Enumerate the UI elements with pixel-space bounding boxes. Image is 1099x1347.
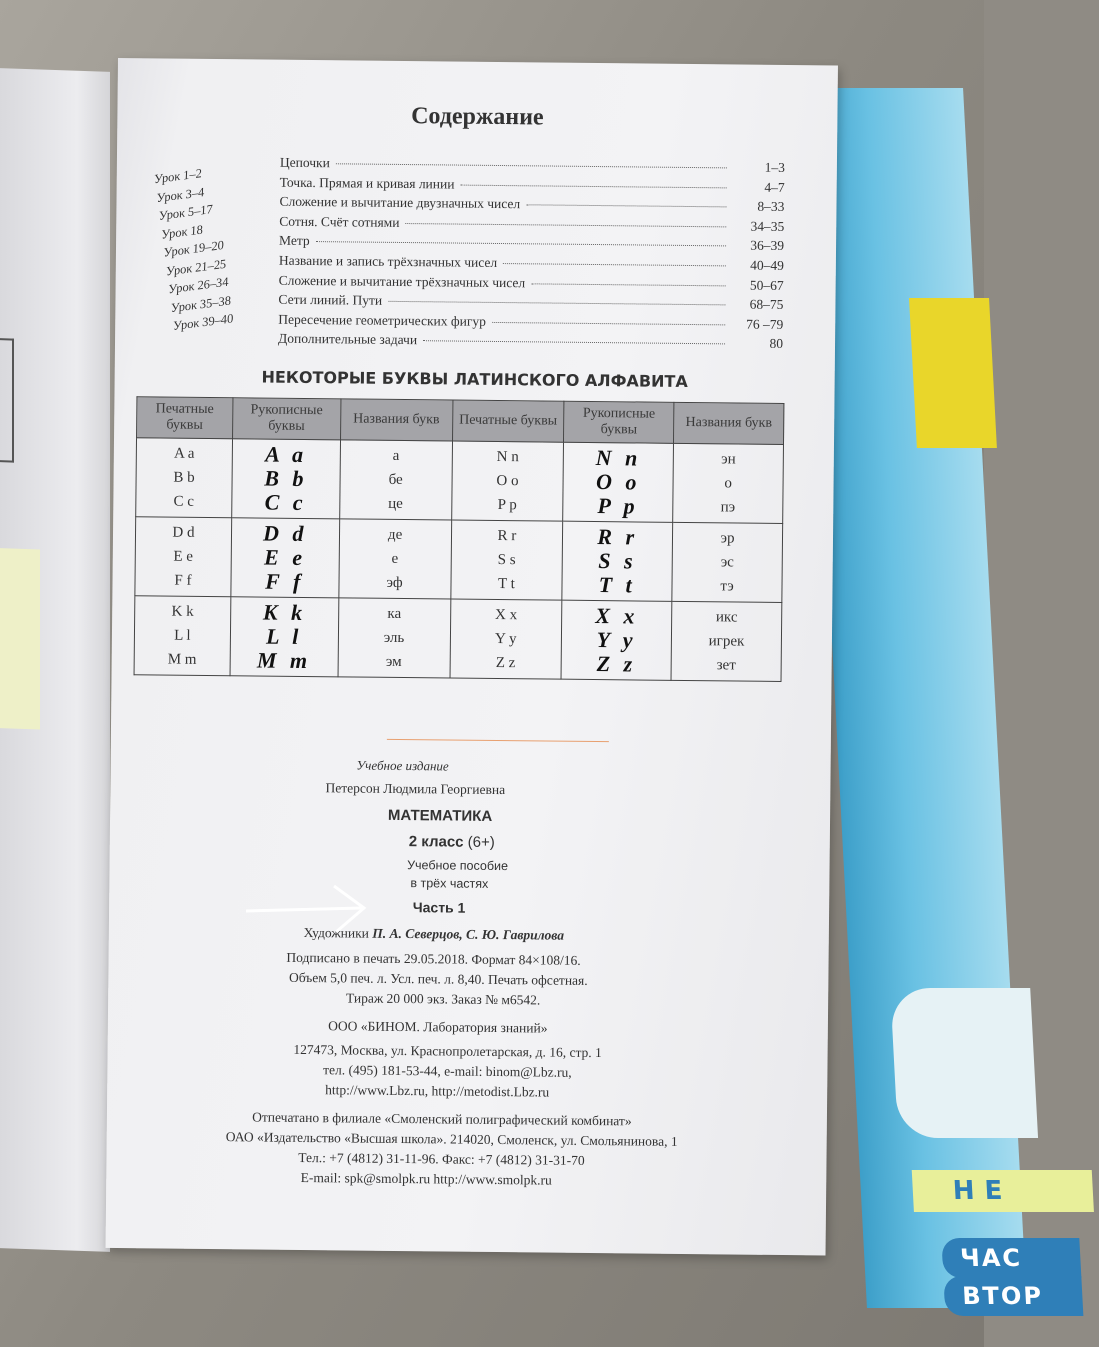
publisher-address: 127473, Москва, ул. Краснопролетарская, д. 16, стр. 1 — [293, 1041, 602, 1061]
book-page — [106, 58, 838, 1255]
printed-letter: A a — [173, 445, 195, 462]
column-header: Рукописные буквы — [232, 398, 340, 440]
letter-name: эр — [720, 530, 735, 547]
printed-letters-cell — [450, 520, 563, 600]
contents-list — [278, 155, 785, 356]
printed-letter: F f — [174, 572, 192, 589]
handwritten-letter: E e — [263, 544, 307, 570]
signed-line: Подписано в печать 29.05.2018. Формат 84×108/16. — [286, 949, 581, 968]
letter-name: це — [388, 495, 403, 513]
handwritten-letters-cell — [562, 521, 673, 601]
latin-alphabet-title: НЕКОТОРЫЕ БУКВЫ ЛАТИНСКОГО АЛФАВИТА — [261, 367, 688, 391]
handwritten-letter: K k — [262, 599, 307, 625]
contents-item-title: Сети линий. Пути — [278, 291, 383, 308]
column-header: Печатные буквы — [452, 400, 564, 442]
printed-letter: R r — [497, 528, 517, 545]
letter-names-cell — [338, 598, 451, 678]
column-header: Названия букв — [674, 402, 784, 444]
contents-item-title: Цепочки — [279, 154, 330, 171]
letter-name: икс — [715, 609, 738, 626]
printed-letter: O o — [496, 472, 519, 490]
leader-dots — [531, 283, 725, 286]
handwritten-letter: L l — [265, 623, 303, 649]
letter-name: о — [724, 475, 732, 492]
latin-alphabet-table — [134, 396, 785, 682]
table-row — [134, 596, 782, 682]
leader-dots — [388, 301, 725, 306]
handwritten-letter: A a — [265, 441, 308, 468]
leader-dots — [492, 322, 725, 325]
artists-names: П. А. Северцов, С. Ю. Гаврилова — [372, 925, 565, 943]
contents-lessons — [153, 155, 293, 336]
leader-dots — [526, 204, 726, 207]
letter-name: эн — [721, 451, 736, 468]
side-book-pill-1: ЧАС — [941, 1238, 1081, 1278]
side-book-pill-2: ВТОР — [943, 1276, 1083, 1316]
side-book-yellow-block — [909, 298, 997, 448]
print-run-line: Тираж 20 000 экз. Заказ № м6542. — [345, 990, 541, 1008]
edition-type: Учебное издание — [356, 757, 449, 774]
leader-dots — [423, 341, 725, 345]
handwritten-letter: S s — [598, 548, 637, 574]
lesson-label: Урок 39–40 — [172, 311, 235, 334]
contents-item-pages: 80 — [769, 336, 784, 352]
contents-item-title: Сложение и вычитание двузначных чисел — [279, 193, 521, 212]
printer-phone: Тел.: +7 (4812) 31-11-96. Факс: +7 (4812) 31-31-70 — [298, 1149, 585, 1168]
contents-item-pages: 1–3 — [764, 159, 785, 175]
letter-name: пэ — [720, 499, 736, 516]
volume-line: Объем 5,0 печ. л. Усл. печ. л. 8,40. Печать офсетная. — [288, 969, 588, 988]
artists-line — [74, 923, 794, 947]
publisher-contacts: тел. (495) 181-53-44, e-mail: binom@Lbz.ru, — [323, 1062, 572, 1080]
printed-letters-cell — [451, 441, 564, 521]
contents-item-pages: 50–67 — [749, 277, 784, 293]
leader-dots — [405, 223, 726, 227]
printed-letters-cell — [136, 438, 233, 518]
table-row — [135, 517, 783, 603]
grade-line — [92, 830, 812, 855]
letter-name: эс — [720, 554, 734, 571]
table-header-row — [137, 397, 784, 445]
handwritten-letter: F f — [265, 568, 305, 594]
letter-name: де — [387, 526, 403, 544]
column-header: Печатные буквы — [137, 397, 233, 439]
book-subject: МАТЕМАТИКА — [387, 806, 493, 825]
letter-name: ка — [387, 605, 402, 622]
book-parts: в трёх частях — [410, 876, 489, 891]
printed-letter: L l — [174, 627, 191, 644]
grade-label: 2 класс — [408, 833, 464, 851]
handwritten-letter: O o — [595, 469, 641, 495]
left-page-strip — [0, 548, 40, 729]
handwritten-letter: R r — [597, 524, 639, 550]
printed-letters-cell — [450, 599, 563, 679]
contents-title: Содержание — [411, 103, 544, 131]
handwritten-letters-cell — [230, 597, 339, 677]
letter-name: эль — [383, 629, 405, 647]
printer-name: ОАО «Издательство «Высшая школа». 214020, Смоленск, ул. Смольянинова, 1 — [225, 1129, 678, 1149]
letter-name: бе — [388, 471, 403, 489]
author-name: Петерсон Людмила Георгиевна — [325, 780, 506, 798]
letter-name: эф — [386, 574, 403, 592]
printed-letter: N n — [496, 448, 519, 466]
orange-divider — [387, 739, 609, 742]
contents-item-title: Точка. Прямая и кривая линии — [279, 174, 455, 192]
book-part: Часть 1 — [412, 899, 466, 916]
handwritten-letter: Y y — [596, 627, 637, 653]
lesson-label: Урок 21–25 — [164, 256, 227, 278]
letter-names-cell — [671, 601, 782, 681]
lesson-label: Урок 35–38 — [169, 292, 232, 315]
handwritten-letter: M m — [256, 647, 312, 674]
printed-letters-cell — [134, 596, 231, 676]
contents-item-pages: 36–39 — [750, 238, 785, 254]
lesson-label: Урок 18 — [160, 221, 204, 242]
handwritten-letter: X x — [595, 603, 639, 629]
lesson-label: Урок 1–2 — [153, 166, 203, 187]
handwritten-letters-cell — [563, 442, 674, 522]
contents-item-title: Название и запись трёхзначных чисел — [278, 252, 498, 270]
printed-letter: M m — [167, 651, 197, 668]
lesson-label: Урок 3–4 — [155, 184, 206, 205]
printed-letter: E e — [173, 548, 194, 565]
letter-names-cell — [339, 440, 452, 520]
leader-dots — [336, 163, 727, 168]
book-kind: Учебное пособие — [407, 858, 509, 874]
handwritten-letters-cell — [561, 600, 672, 680]
printed-letter: D d — [172, 524, 195, 541]
printed-letter: B b — [173, 469, 195, 486]
printed-letter: Z z — [495, 654, 516, 672]
contents-item-title: Дополнительные задачи — [277, 331, 418, 348]
contents-item-pages: 40–49 — [750, 257, 784, 273]
publisher-name: ООО «БИНОМ. Лаборатория знаний» — [328, 1018, 548, 1036]
contents-item-title: Пересечение геометрических фигур — [278, 311, 487, 329]
lesson-label: Урок 5–17 — [157, 202, 214, 223]
letter-names-cell — [339, 519, 452, 599]
leader-dots — [503, 263, 726, 266]
handwritten-letter: Z z — [596, 651, 637, 677]
left-page-mark — [0, 338, 14, 462]
contents-item — [278, 331, 783, 356]
printed-letter: K k — [171, 603, 194, 620]
contents-item-title: Метр — [279, 233, 310, 249]
column-header: Рукописные буквы — [564, 401, 674, 443]
handwritten-letter: C c — [264, 489, 307, 515]
handwritten-letter: N n — [595, 445, 642, 471]
contents-item-pages: 68–75 — [749, 296, 784, 313]
letter-name: игрек — [708, 633, 745, 650]
printed-letter: P p — [497, 497, 517, 514]
contents-item-pages: 4–7 — [764, 179, 785, 195]
side-book-band: НЕ — [912, 1170, 1094, 1212]
printed-letter: X x — [494, 606, 518, 624]
printed-letter: T t — [497, 576, 515, 593]
handwritten-letters-cell — [231, 518, 340, 598]
contents-item-pages: 34–35 — [750, 218, 785, 234]
lesson-label: Урок 26–34 — [167, 274, 230, 297]
contents-item-title: Сложение и вычитание трёхзначных чисел — [278, 272, 526, 290]
leader-dots — [316, 241, 726, 246]
printed-at: Отпечатано в филиале «Смоленский полиграфический комбинат» — [252, 1109, 632, 1129]
printer-web: E-mail: spk@smolpk.ru http://www.smolpk.ru — [300, 1169, 552, 1188]
handwritten-letters-cell — [232, 439, 341, 519]
letter-name: зет — [716, 657, 736, 674]
handwritten-letter: T t — [598, 572, 636, 598]
letter-names-cell — [673, 443, 784, 523]
age-rating: (6+) — [467, 833, 495, 851]
lesson-label: Урок 19–20 — [162, 237, 225, 260]
artists-label: Художники — [303, 924, 370, 941]
letter-name: эм — [385, 653, 402, 671]
table-row — [136, 438, 784, 524]
handwritten-letter: P p — [597, 493, 639, 519]
letter-name: тэ — [720, 578, 734, 595]
printed-letters-cell — [135, 517, 232, 597]
side-book-white-band — [890, 988, 1038, 1138]
contents-item-title: Сотня. Счёт сотнями — [279, 213, 400, 230]
printed-letter: Y y — [494, 630, 517, 648]
letter-name: е — [391, 550, 399, 567]
contents-item-pages: 8–33 — [757, 198, 785, 215]
printed-letter: C c — [173, 493, 195, 510]
contents-item-pages: 76 –79 — [746, 316, 784, 332]
handwritten-letter: B b — [264, 465, 308, 492]
arrow-right-icon — [244, 880, 372, 940]
publisher-web: http://www.Lbz.ru, http://metodist.Lbz.ru — [325, 1082, 550, 1100]
letter-name: а — [392, 447, 400, 464]
letter-names-cell — [672, 522, 783, 602]
leader-dots — [460, 184, 726, 188]
handwritten-letter: D d — [262, 520, 308, 547]
printed-letter: S s — [497, 552, 516, 569]
column-header: Названия букв — [340, 399, 452, 441]
